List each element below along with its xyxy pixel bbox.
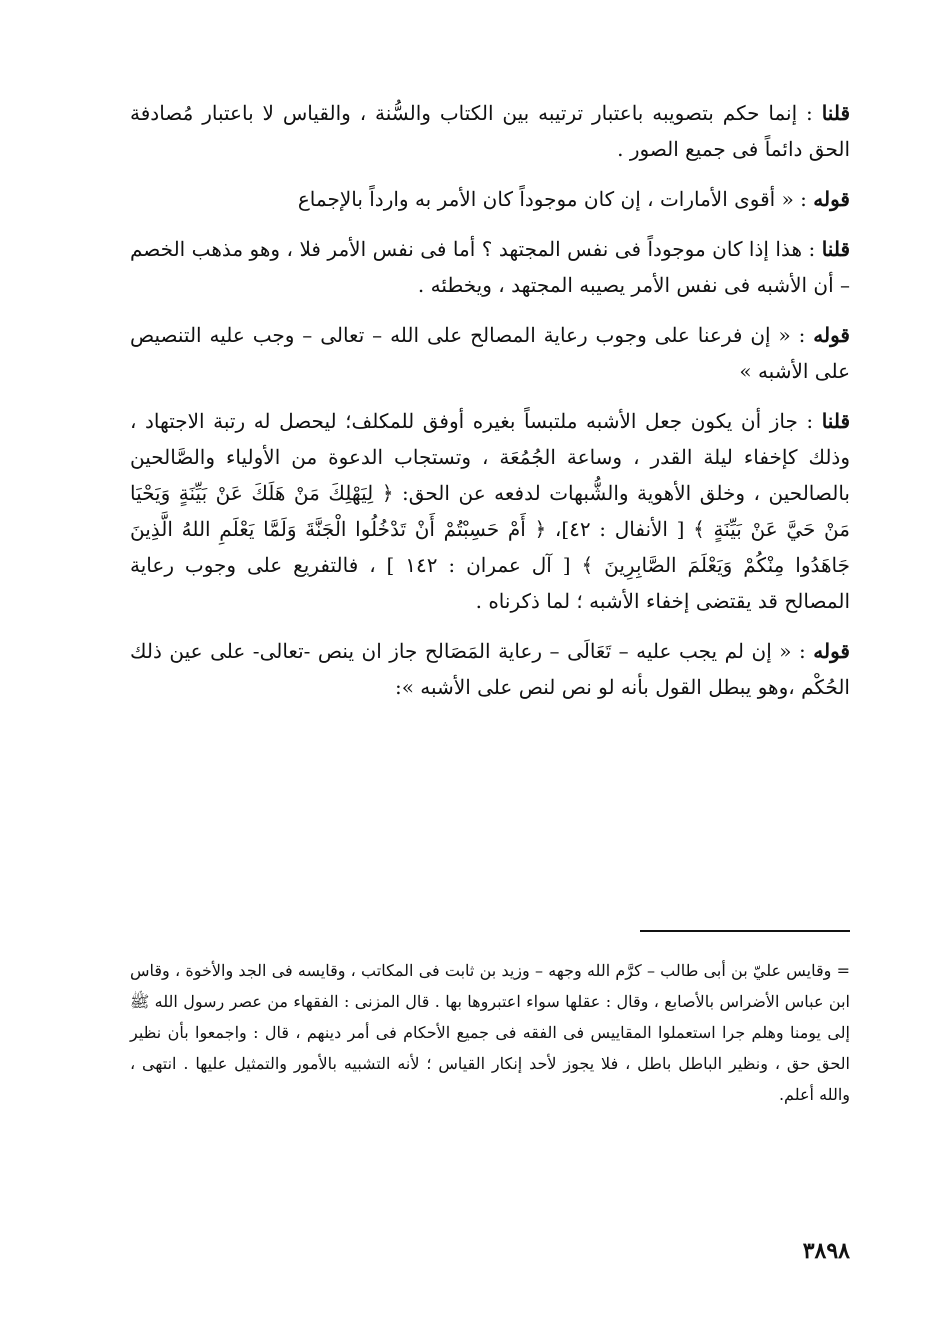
paragraph	[130, 317, 850, 389]
paragraph	[130, 403, 850, 619]
paragraph	[130, 633, 850, 705]
paragraph-text: : « إن فرعنا على وجوب رعاية المصالح على الله – تعالى – وجب عليه التنصيص على الأشبه »	[130, 323, 850, 383]
footnote-divider	[640, 930, 850, 932]
paragraph-text: : « أقوى الأمارات ، إن كان موجوداً كان الأمر به وارداً بالإجماع	[297, 187, 814, 211]
paragraph-lead: قوله	[813, 323, 850, 347]
paragraph-lead: قلنا	[821, 409, 850, 433]
paragraph-text: : هذا إذا كان موجوداً فى نفس المجتهد ؟ أما فى نفس الأمر فلا ، وهو مذهب الخصم – أن الأشبه فى نفس الأمر يصيبه المجتهد ، ويخطئه .	[130, 237, 850, 297]
paragraph	[130, 231, 850, 303]
paragraph-lead: قلنا	[821, 237, 850, 261]
paragraph-text: : جاز أن يكون جعل الأشبه ملتبساً بغيره أوفق للمكلف؛ ليحصل له رتبة الاجتهاد ، وذلك كإخفاء ليلة القدر ، وساعة الجُمُعَة ، وتستجاب الدعوة من الأولياء والصَّالحين بالصالحين ، وخلق الأهوية والشُّبهات لدفعه عن الحق: ﴿ لِيَهْلِكَ مَنْ هَلَكَ عَنْ بَيِّنَةٍ وَيَحْيَا مَنْ حَيَّ عَنْ بَيِّنَةٍ ﴾ [ الأنفال : ٤٢]، ﴿ أَمْ حَسِبْتُمْ أَنْ تَدْخُلُوا الْجَنَّةَ وَلَمَّا يَعْلَمِ اللهُ الَّذِينَ جَاهَدُوا مِنْكُمْ وَيَعْلَمَ الصَّابِرِينَ ﴾ [ آل عمران : ١٤٢ ] ، فالتفريع على وجوب رعاية المصالح قد يقتضى إخفاء الأشبه ؛ لما ذكرناه .	[130, 409, 850, 613]
paragraph	[130, 181, 850, 217]
main-text	[130, 95, 850, 719]
paragraph-lead: قلنا	[821, 101, 850, 125]
paragraph-text: : « إن لم يجب عليه – تَعَالَى – رعاية المَصَالح جاز ان ينص -تعالى- على عين ذلك الحُكْم ،وهو يبطل القول بأنه لو نص لنص على الأشبه »:	[130, 639, 850, 699]
paragraph-lead: قوله	[813, 187, 850, 211]
footnote: = وقايس عليّ بن أبى طالب – كرَّم الله وجهه – وزيد بن ثابت فى المكاتب ، وقايسه فى الجد والأخوة ، وقاس ابن عباس الأضراس بالأصابع ، وقال : عقلها سواء اعتبروها بها . قال المزنى : الفقهاء من عصر رسول الله ﷺ إلى يومنا وهلم جرا استعملوا المقاييس فى الفقه فى جميع الأحكام فى أمر دينهم ، قال : واجمعوا بأن نظير الحق حق ، ونظير الباطل باطل ، فلا يجوز لأحد إنكار القياس ؛ لأنه التشبيه بالأمور والتمثيل عليها . انتهى ، والله أعلم.	[130, 961, 851, 1104]
paragraph	[130, 95, 850, 167]
paragraph-text: : إنما حكم بتصويبه باعتبار ترتيبه بين الكتاب والسُّنة ، والقياس لا باعتبار مُصادفة الحق دائماً فى جميع الصور .	[130, 101, 850, 161]
page-number: ٣٨٩٨	[802, 1238, 850, 1264]
paragraph-lead: قوله	[813, 639, 850, 663]
